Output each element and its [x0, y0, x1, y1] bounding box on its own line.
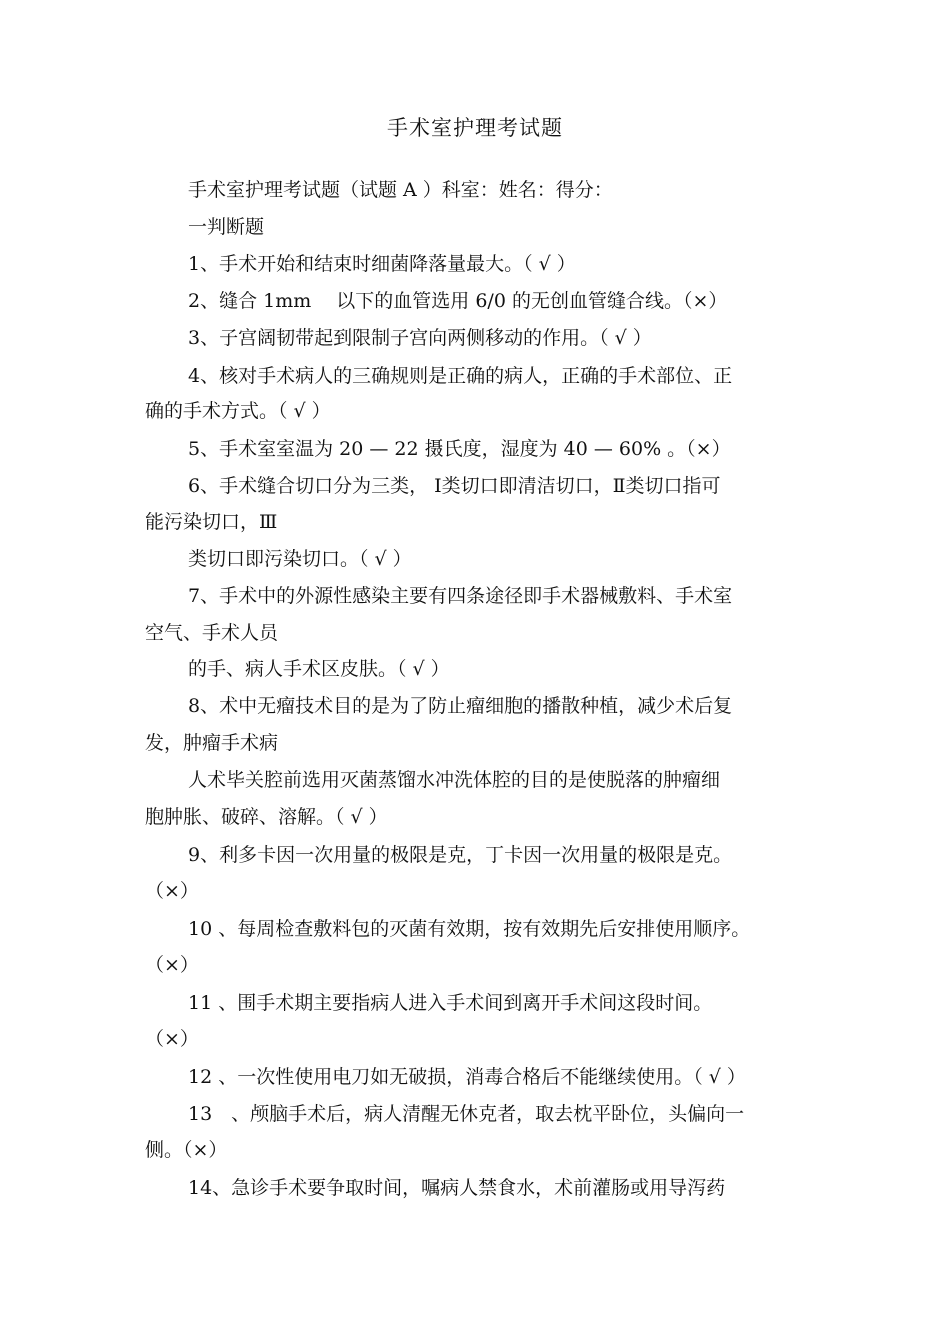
- question-line: 14、急诊手术要争取时间，嘱病人禁食水，术前灌肠或用导泻药: [188, 1177, 726, 1199]
- question-line: 11 、围手术期主要指病人进入手术间到离开手术间这段时间。: [188, 992, 713, 1014]
- answer-mark: （×）: [145, 880, 199, 902]
- question-continuation: 发，肿瘤手术病: [145, 732, 279, 754]
- document-title: 手术室护理考试题: [387, 116, 563, 140]
- question-continuation: 人术毕关腔前选用灭菌蒸馏水冲洗体腔的目的是使脱落的肿瘤细: [188, 769, 721, 791]
- question-line: 6、手术缝合切口分为三类， Ⅰ类切口即清洁切口，Ⅱ类切口指可: [188, 475, 721, 497]
- question-line: 7、手术中的外源性感染主要有四条途径即手术器械敷料、手术室: [188, 585, 733, 607]
- question-line: 12 、一次性使用电刀如无破损，消毒合格后不能继续使用。（ √ ）: [188, 1066, 746, 1088]
- question-line: 13 、颅脑手术后，病人清醒无休克者，取去枕平卧位，头偏向一: [188, 1103, 745, 1125]
- question-line: 10 、每周检查敷料包的灭菌有效期，按有效期先后安排使用顺序。: [188, 918, 751, 940]
- section-heading: 一判断题: [188, 216, 265, 238]
- question-continuation: 的手、病人手术区皮肤。（ √ ）: [188, 658, 450, 680]
- question-continuation: 空气、手术人员: [145, 622, 279, 644]
- question-line: 9、利多卡因一次用量的极限是克，丁卡因一次用量的极限是克。: [188, 844, 733, 866]
- question-line: 4、核对手术病人的三确规则是正确的病人，正确的手术部位、正: [188, 365, 733, 387]
- question-continuation: 类切口即污染切口。（ √ ）: [188, 548, 412, 570]
- question-line: 2、缝合 1mm 以下的血管选用 6/0 的无创血管缝合线。（×）: [188, 290, 728, 312]
- answer-mark: （×）: [145, 954, 199, 976]
- question-continuation: 能污染切口，Ⅲ: [145, 511, 278, 533]
- question-line: 5、手术室室温为 20 — 22 摄氏度，湿度为 40 — 60% 。（×）: [188, 438, 731, 460]
- question-continuation: 侧。（×）: [145, 1139, 228, 1161]
- question-continuation: 确的手术方式。（ √ ）: [145, 400, 331, 422]
- question-continuation: 胞肿胀、破碎、溶解。（ √ ）: [145, 806, 388, 828]
- question-line: 1、手术开始和结束时细菌降落量最大。（ √ ）: [188, 253, 576, 275]
- question-line: 3、子宫阔韧带起到限制子宫向两侧移动的作用。（ √ ）: [188, 327, 652, 349]
- question-line: 8、术中无瘤技术目的是为了防止瘤细胞的播散种植，减少术后复: [188, 695, 733, 717]
- exam-header-line: 手术室护理考试题（试题 A ）科室：姓名：得分：: [188, 179, 613, 201]
- answer-mark: （×）: [145, 1028, 199, 1050]
